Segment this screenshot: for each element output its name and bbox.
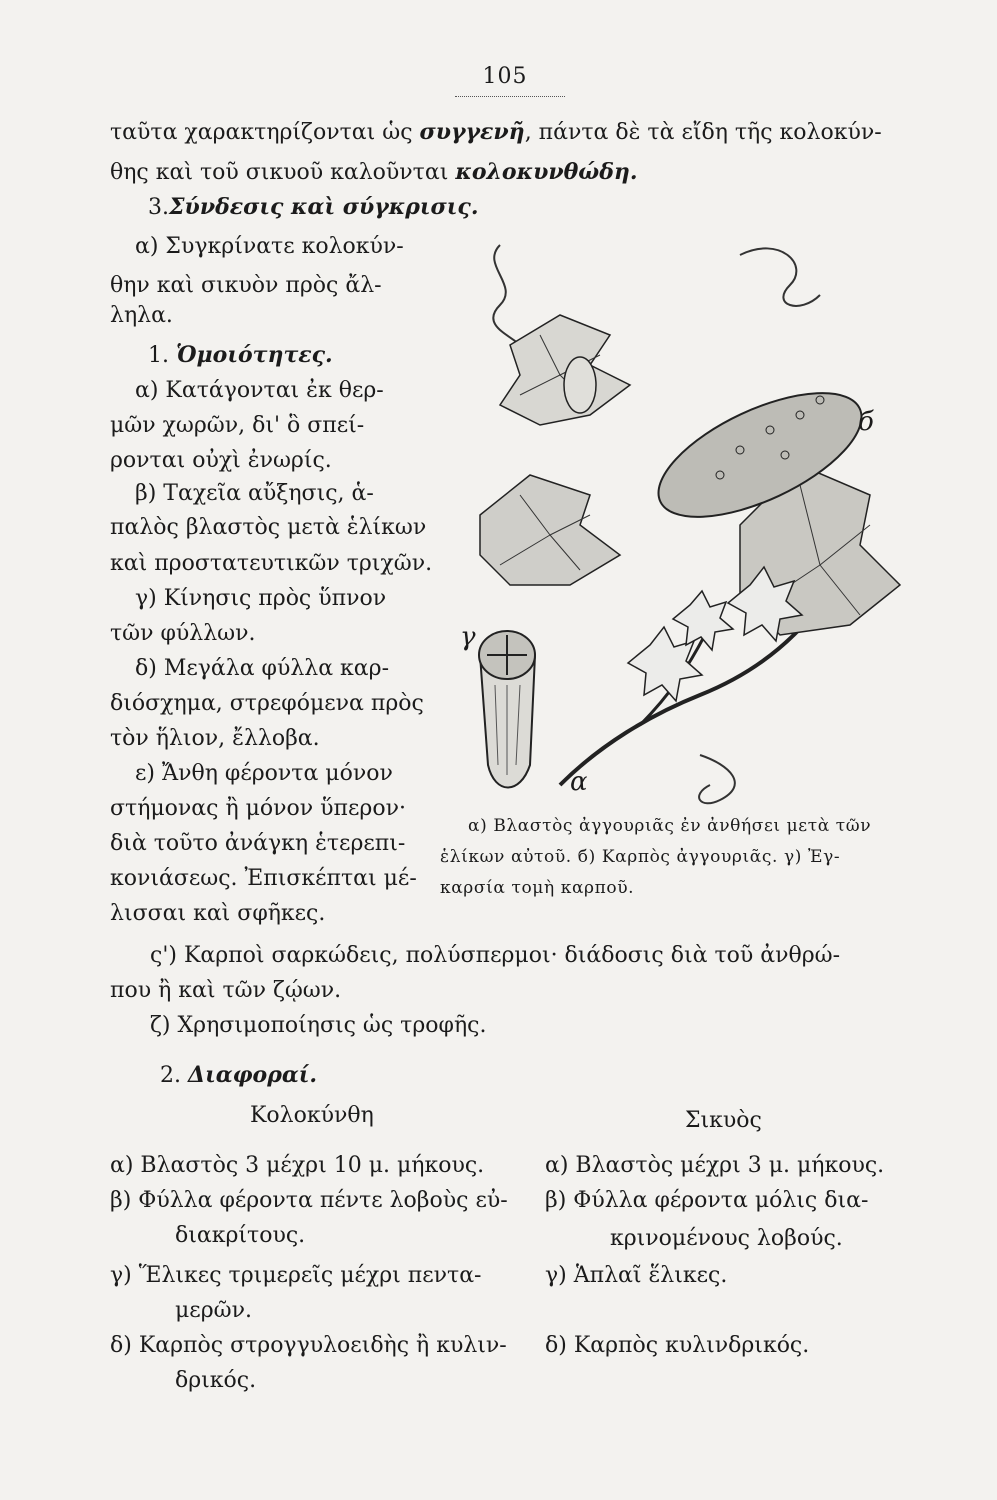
left-line-2: μῶν χωρῶν, δι' ὃ σπεί- (110, 413, 365, 438)
intro-line-1 (110, 118, 882, 147)
table-left-line-5: μερῶν. (175, 1298, 252, 1323)
intro-line-2 (110, 158, 638, 187)
figure-caption-line-3: καρσία τομὴ καρποῦ. (440, 878, 635, 898)
section-3-heading (148, 193, 478, 222)
intro-line-2-text-a: θης καὶ τοῦ σικυοῦ καλοῦνται (110, 160, 456, 185)
left-line-13: στήμονας ἢ μόνον ὕπερον· (110, 796, 406, 821)
figure-label-g: γ (460, 622, 476, 652)
table-right-line-5: δ) Καρπὸς κυλινδρικός. (545, 1333, 810, 1358)
full-line-3: ζ) Χρησιμοποίησις ὡς τροφῆς. (150, 1013, 487, 1038)
section-3-title: Σύνδεσις καὶ σύγκρισις. (169, 194, 479, 220)
intro-term-syggeni: συγγενῆ (419, 119, 525, 145)
differences-number: 2. (160, 1063, 181, 1088)
page-number: 105 (482, 64, 528, 89)
full-line-1: ς') Καρποὶ σαρκώδεις, πολύσπερμοι· διάδοσις διὰ τοῦ ἀνθρώ- (150, 943, 841, 968)
table-right-line-2: β) Φύλλα φέροντα μόλις δια- (545, 1188, 869, 1213)
left-line-5: παλὸς βλαστὸς μετὰ ἑλίκων (110, 515, 427, 540)
left-line-11: τὸν ἥλιον, ἔλλοβα. (110, 726, 320, 751)
figure-caption-line-1: α) Βλαστὸς ἀγγουριᾶς ἐν ἀνθήσει μετὰ τῶν (468, 816, 872, 836)
table-left-line-7: δρικός. (175, 1368, 257, 1393)
similarities-heading (148, 341, 333, 370)
intro-line-1-text-c: , πάντα δὲ τὰ εἴδη τῆς κολοκύν- (524, 120, 882, 145)
left-line-7: γ) Κίνησις πρὸς ὕπνον (135, 586, 387, 611)
figure-caption-line-2: ἑλίκων αὐτοῦ. б) Καρπὸς ἀγγουριᾶς. γ) Ἐγ- (440, 847, 841, 867)
left-line-4: β) Ταχεῖα αὔξησις, ἁ- (135, 481, 374, 506)
section-3-number: 3. (148, 195, 169, 220)
similarities-title: Ὁμοιότητες. (176, 342, 333, 368)
table-left-line-6: δ) Καρπὸς στρογγυλοειδὴς ἢ κυλιν- (110, 1333, 507, 1358)
intro-term-kolokynthodi: κολοκυνθώδη. (455, 159, 638, 185)
comparison-line-3: ληλα. (110, 303, 173, 328)
table-header-sikyos: Σικυὸς (685, 1108, 762, 1133)
table-header-kolokynthi: Κολοκύνθη (250, 1103, 374, 1128)
left-line-6: καὶ προστατευτικῶν τριχῶν. (110, 551, 433, 576)
similarities-number: 1. (148, 343, 169, 368)
left-line-3: ρονται οὐχὶ ἐνωρίς. (110, 448, 332, 473)
left-line-14: διὰ τοῦτο ἀνάγκη ἑτερεπι- (110, 831, 406, 856)
table-left-line-2: β) Φύλλα φέροντα πέντε λοβοὺς εὐ- (110, 1188, 508, 1213)
table-left-line-1: α) Βλαστὸς 3 μέχρι 10 μ. μήκους. (110, 1153, 485, 1178)
page-number-rule (455, 96, 565, 97)
differences-title: Διαφοραί. (188, 1062, 318, 1088)
cucumber-illustration (440, 225, 910, 815)
left-line-12: ε) Ἄνθη φέροντα μόνον (135, 761, 393, 786)
intro-line-1-text-a: ταῦτα χαρακτηρίζονται ὡς (110, 120, 420, 145)
table-left-line-4: γ) Ἕλικες τριμερεῖς μέχρι πεντα- (110, 1263, 482, 1288)
full-line-2: που ἢ καὶ τῶν ζῴων. (110, 978, 342, 1003)
figure-label-b: б (858, 407, 874, 437)
left-line-9: δ) Μεγάλα φύλλα καρ- (135, 656, 390, 681)
left-line-10: διόσχημα, στρεφόμενα πρὸς (110, 691, 424, 716)
table-left-line-3: διακρίτους. (175, 1223, 306, 1248)
comparison-line-2: θην καὶ σικυὸν πρὸς ἄλ- (110, 273, 382, 298)
differences-heading (160, 1061, 317, 1090)
left-line-15: κονιάσεως. Ἐπισκέπται μέ- (110, 866, 417, 891)
table-right-line-1: α) Βλαστὸς μέχρι 3 μ. μήκους. (545, 1153, 885, 1178)
left-line-8: τῶν φύλλων. (110, 621, 256, 646)
table-right-line-4: γ) Ἁπλαῖ ἕλικες. (545, 1263, 728, 1288)
table-right-line-3: κρινομένους λοβούς. (610, 1226, 843, 1251)
comparison-line-1: α) Συγκρίνατε κολοκύν- (135, 234, 404, 259)
left-line-16: λισσαι καὶ σφῆκες. (110, 901, 326, 926)
figure-label-a: α (570, 767, 588, 797)
cucumber-plant-drawing (440, 225, 910, 815)
left-line-1: α) Κατάγονται ἐκ θερ- (135, 378, 384, 403)
